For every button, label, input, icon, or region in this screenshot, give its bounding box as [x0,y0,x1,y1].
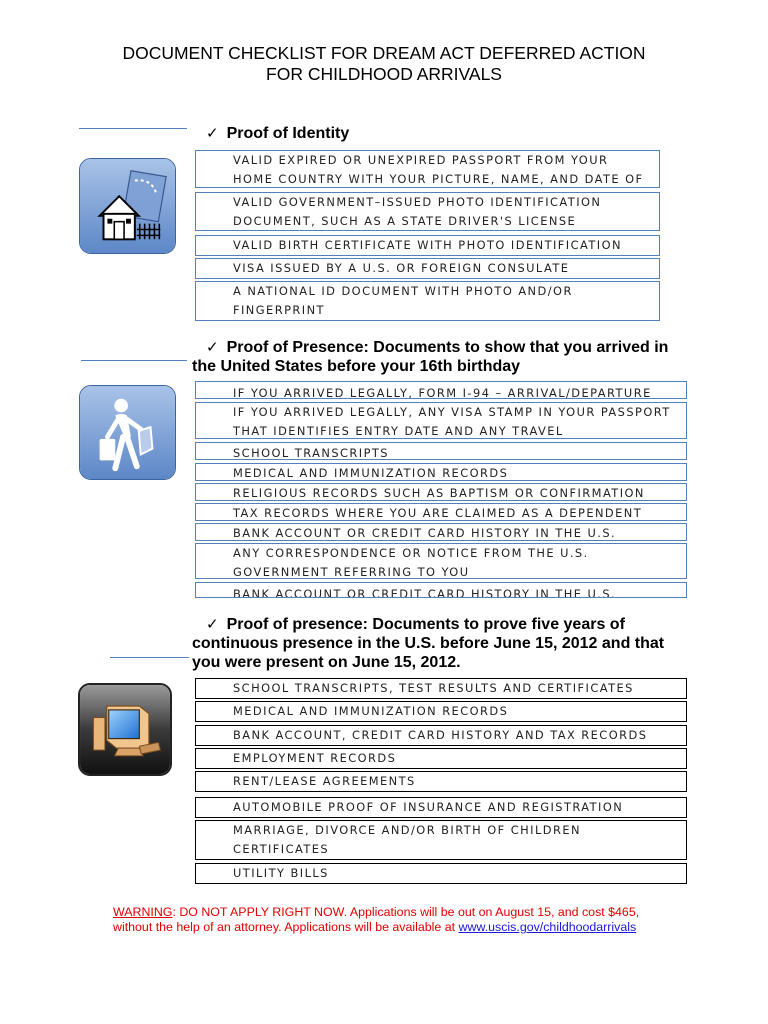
section-3-heading-line-2: continuous presence in the U.S. before June 15, 2012 and that [192,635,665,652]
checkmark-icon: ✓ [206,338,219,356]
checklist-row [195,463,687,481]
section-3-heading-line-3: you were present on June 15, 2012. [192,654,461,671]
checklist-row [195,771,687,792]
page-title [0,43,768,85]
checkmark-icon: ✓ [206,615,219,633]
checklist-item: MEDICAL AND IMMUNIZATION RECORDS [195,463,687,481]
section-3-heading [192,615,692,672]
checklist-row [195,678,687,699]
checklist-row [195,503,687,521]
checklist-item: BANK ACCOUNT, CREDIT CARD HISTORY AND TAX RECORDS [195,725,687,746]
checklist-item: A NATIONAL ID DOCUMENT WITH PHOTO AND/OR FINGERPRINT [195,281,660,321]
section-2-heading-line-1: Proof of Presence: Documents to show that you arrived in [226,339,669,356]
checklist-item: VISA ISSUED BY A U.S. OR FOREIGN CONSULATE [195,258,660,279]
section-3-heading-line-1: Proof of presence: Documents to prove five years of [226,616,625,633]
computer-icon [78,683,172,776]
section-1-heading [206,124,349,143]
section-2-heading-line-2: the United States before your 16th birthday [192,358,521,375]
house-icon [79,158,176,254]
warning-text: : DO NOT APPLY RIGHT NOW. Applications will be out on August 15, and cost $465, without the help of an attorney. Applications will be available at [113,905,640,934]
checklist-item: RENT/LEASE AGREEMENTS [195,771,687,792]
checklist-row [195,281,660,321]
checklist-row [195,402,687,439]
checklist-item: ANY CORRESPONDENCE OR NOTICE FROM THE U.S. GOVERNMENT REFERRING TO YOU [195,543,687,579]
checklist-row [195,381,687,399]
checklist-item: MEDICAL AND IMMUNIZATION RECORDS [195,701,687,722]
section-3-rule [110,657,189,658]
checklist-item: AUTOMOBILE PROOF OF INSURANCE AND REGISTRATION [195,797,687,818]
checklist-row [195,820,687,860]
checklist-row [195,725,687,746]
checklist-row [195,797,687,818]
checklist-row [195,442,687,460]
checklist-row [195,235,660,256]
checklist-item: IF YOU ARRIVED LEGALLY, ANY VISA STAMP IN YOUR PASSPORT THAT IDENTIFIES ENTRY DATE AND ANY TRAVEL [195,402,687,439]
checklist-row [195,258,660,279]
title-line-2: FOR CHILDHOOD ARRIVALS [266,64,502,84]
warning-label: WARNING [113,905,173,919]
title-line-1: DOCUMENT CHECKLIST FOR DREAM ACT DEFERRED ACTION [122,43,646,63]
checklist-item: VALID EXPIRED OR UNEXPIRED PASSPORT FROM YOUR HOME COUNTRY WITH YOUR PICTURE, NAME, AND DATE OF [195,150,660,188]
checklist-row [195,192,660,231]
section-2-heading [192,338,692,376]
checklist-item: BANK ACCOUNT OR CREDIT CARD HISTORY IN THE U.S. [195,582,687,598]
checklist-row [195,863,687,884]
checkmark-icon: ✓ [206,124,219,142]
checklist-row [195,582,687,598]
checklist-item: SCHOOL TRANSCRIPTS, TEST RESULTS AND CERTIFICATES [195,678,687,699]
checklist-item: TAX RECORDS WHERE YOU ARE CLAIMED AS A DEPENDENT [195,503,687,521]
warning-notice [113,905,673,935]
checklist-item: VALID GOVERNMENT–ISSUED PHOTO IDENTIFICATION DOCUMENT, SUCH AS A STATE DRIVER'S LICENSE [195,192,660,231]
checklist-item: EMPLOYMENT RECORDS [195,748,687,769]
checklist-row [195,543,687,579]
checklist-item: IF YOU ARRIVED LEGALLY, FORM I-94 – ARRIVAL/DEPARTURE [195,381,687,399]
checklist-item: RELIGIOUS RECORDS SUCH AS BAPTISM OR CONFIRMATION [195,483,687,501]
traveler-icon [79,385,176,480]
checklist-row [195,701,687,722]
checklist-item: SCHOOL TRANSCRIPTS [195,442,687,460]
checklist-row [195,150,660,188]
checklist-row [195,523,687,541]
checklist-row [195,483,687,501]
section-1-heading-text: Proof of Identity [226,125,350,142]
checklist-row [195,748,687,769]
checklist-item: BANK ACCOUNT OR CREDIT CARD HISTORY IN THE U.S. [195,523,687,541]
section-2-rule [81,360,187,361]
checklist-item: UTILITY BILLS [195,863,687,884]
checklist-item: MARRIAGE, DIVORCE AND/OR BIRTH OF CHILDREN CERTIFICATES [195,820,687,860]
uscis-link[interactable]: www.uscis.gov/childhoodarrivals [458,920,637,934]
section-1-rule [79,128,187,129]
checklist-item: VALID BIRTH CERTIFICATE WITH PHOTO IDENTIFICATION [195,235,660,256]
